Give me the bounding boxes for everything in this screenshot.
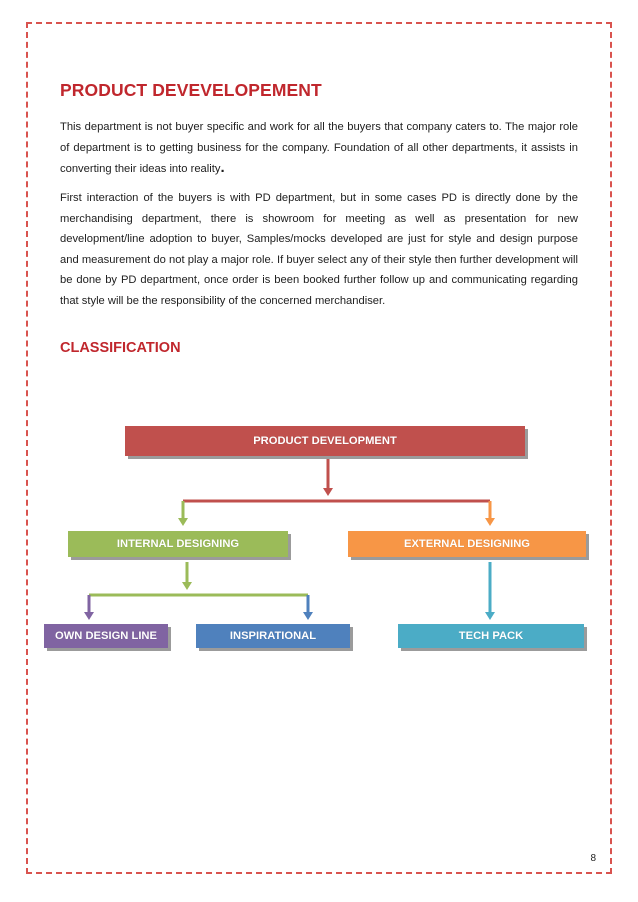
node-own-design-line: OWN DESIGN LINE xyxy=(44,624,168,648)
node-product-development: PRODUCT DEVELOPMENT xyxy=(125,426,525,456)
arrow-root-down xyxy=(323,488,333,496)
arrow-to-inspirational xyxy=(303,612,313,620)
arrow-to-own-design xyxy=(84,612,94,620)
arrow-to-tech-pack xyxy=(485,612,495,620)
classification-heading: CLASSIFICATION xyxy=(60,340,181,356)
page-title: PRODUCT DEVEVELOPEMENT xyxy=(60,80,322,100)
arrow-to-external xyxy=(485,518,495,526)
page-number: 8 xyxy=(590,853,596,864)
intro-paragraph-text: This department is not buyer specific and work for all the buyers that company caters to. The major role of department is to getting business for the company. Foundation of all other departments, it assists in converting their ideas into reality xyxy=(60,121,578,175)
node-internal-designing: INTERNAL DESIGNING xyxy=(68,531,288,557)
node-external-designing: EXTERNAL DESIGNING xyxy=(348,531,586,557)
intro-paragraph-period: . xyxy=(220,159,225,176)
arrow-to-internal xyxy=(178,518,188,526)
node-tech-pack: TECH PACK xyxy=(398,624,584,648)
arrow-internal-down xyxy=(182,582,192,590)
node-inspirational: INSPIRATIONAL xyxy=(196,624,350,648)
detail-paragraph: First interaction of the buyers is with PD department, but in some cases PD is directly done by the merchandising department, there is showroom for meeting as well as presentation for new development/line adoption to buyer, Samples/mocks developed are just for style and design purpose and measurement do not play a major role. If buyer select any of their style then further development will be done by PD department, once order is been booked further follow up and communicating regarding that style will be the responsibility of the concerned merchandiser. xyxy=(60,192,578,307)
